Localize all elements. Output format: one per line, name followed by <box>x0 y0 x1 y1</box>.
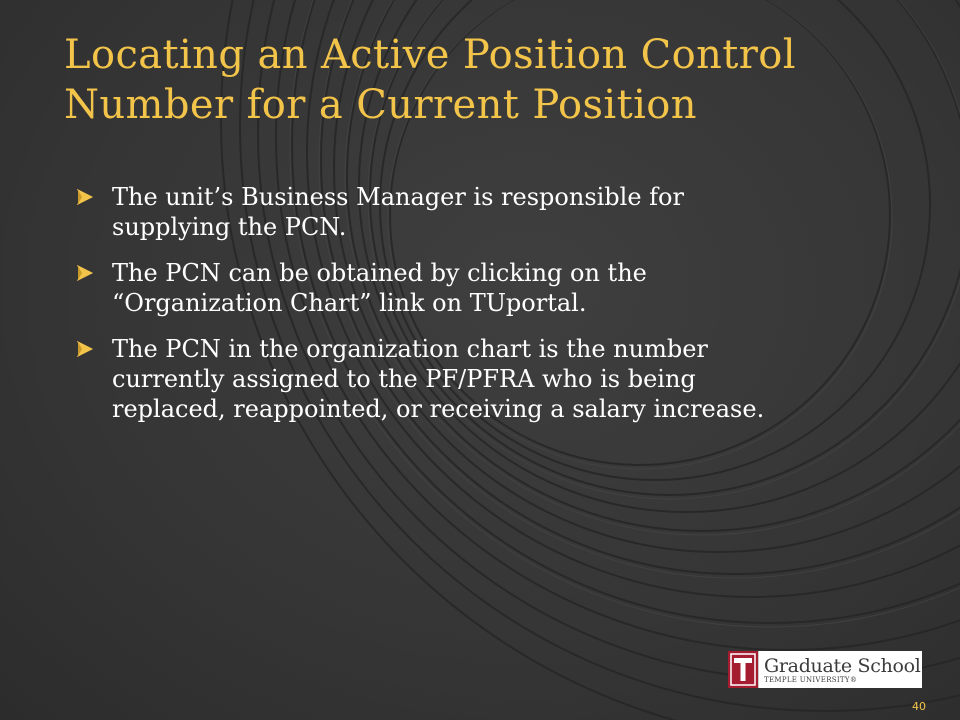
bullet-text-line: The PCN can be obtained by clicking on the <box>112 259 647 287</box>
page-number: 40 <box>912 700 926 713</box>
slide-title-line: Number for a Current Position <box>64 82 697 128</box>
arrowhead-icon <box>76 265 94 281</box>
graduate-school-logo <box>728 651 922 688</box>
bullet-text-line: “Organization Chart” link on TUportal. <box>112 289 587 317</box>
bullet-item <box>76 334 876 424</box>
bullet-text-line: replaced, reappointed, or receiving a salary increase. <box>112 395 765 423</box>
bullet-item <box>76 182 876 242</box>
bullet-item <box>76 258 876 318</box>
temple-t-logo-icon <box>728 651 758 688</box>
bullet-text-line: The unit’s Business Manager is responsible for <box>112 183 684 211</box>
slide-title <box>64 30 924 130</box>
logo-text <box>758 651 922 688</box>
arrowhead-icon <box>76 189 94 205</box>
bullet-text-line: supplying the PCN. <box>112 213 347 241</box>
bullet-text <box>112 258 876 318</box>
bullet-text-line: The PCN in the organization chart is the number <box>112 335 708 363</box>
bullet-list <box>76 182 876 440</box>
bullet-text <box>112 334 876 424</box>
slide-title-line: Locating an Active Position Control <box>64 32 796 78</box>
bullet-text-line: currently assigned to the PF/PFRA who is being <box>112 365 696 393</box>
arrowhead-icon <box>76 341 94 357</box>
bullet-text <box>112 182 876 242</box>
logo-name: Graduate School <box>764 654 921 677</box>
logo-subtitle: TEMPLE UNIVERSITY® <box>764 675 858 684</box>
